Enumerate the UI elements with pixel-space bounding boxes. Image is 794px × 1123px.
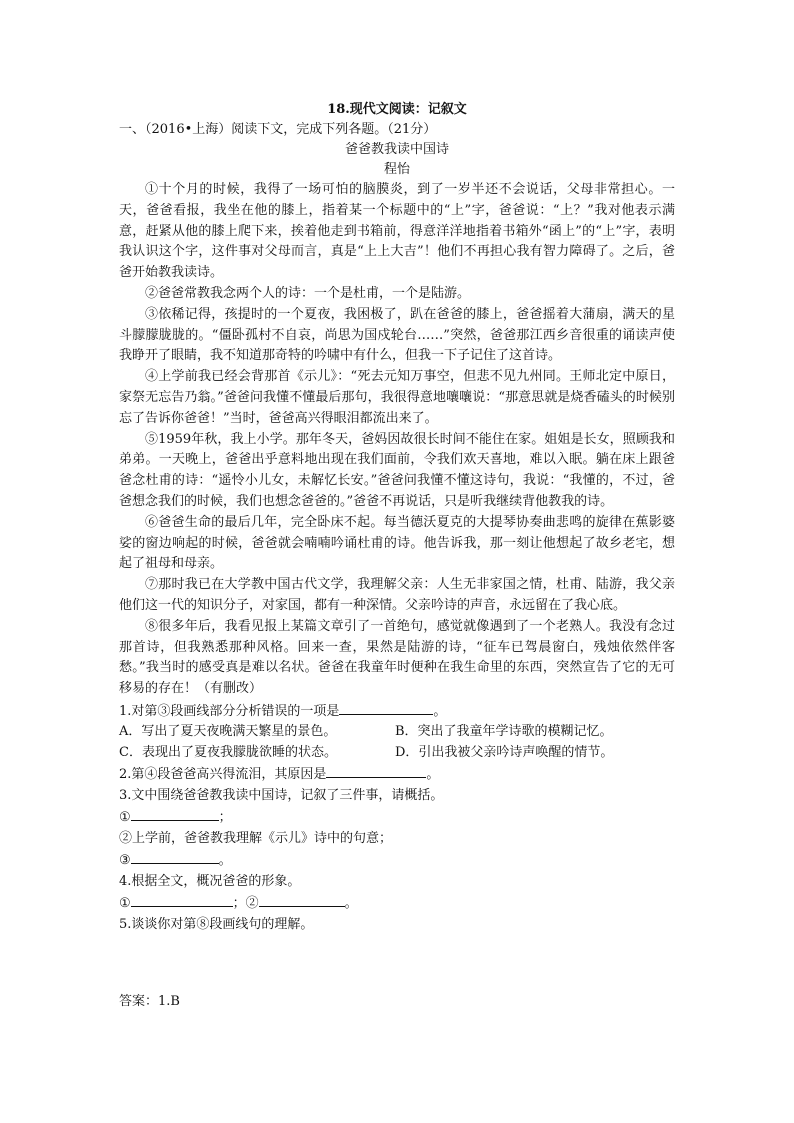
item-separator: ；② [232,896,259,912]
question-intro: 一、（2016•上海）阅读下文，完成下列各题。（21分） [119,122,437,137]
item-end: ； [218,810,232,826]
item-number: ① [119,810,131,826]
paragraph-6: ⑥爸爸生命的最后几年，完全卧床不起。每当德沃夏克的大提琴协奏曲悲鸣的旋律在蕉影婆娑的窗边响起的时候，爸爸就会喃喃吟诵杜甫的诗。他告诉我，那一刻让他想起了故乡老宅，想起了祖母和母亲。 [119,514,675,572]
answer-blank [326,763,426,778]
article-title: 爸爸教我读中国诗 [344,142,449,157]
question-2-end: 。 [426,767,440,783]
option-d: D．引出我被父亲吟诗声唤醒的情节。 [395,744,614,760]
options-row-2 [119,743,675,764]
paragraph-2: ②爸爸常教我念两个人的诗：一个是杜甫，一个是陆游。 [145,285,471,301]
question-5: 5.谈谈你对第⑧段画线句的理解。 [119,916,314,932]
answer-line: 答案：1.B [119,994,180,1009]
question-3-item-1 [119,806,675,829]
question-1-end: 。 [433,703,447,719]
answer-blank [131,806,219,821]
article-author: 程怡 [383,162,410,177]
item-end: 。 [344,896,358,912]
answer-blank [339,700,433,715]
option-b: B．突出了我童年学诗歌的模糊记忆。 [395,724,613,740]
question-2 [119,763,675,786]
question-2-text: 2.第④段爸爸高兴得流泪，其原因是 [119,767,327,783]
question-1-text: 1.对第③段画线部分分析错误的一项是 [119,703,340,719]
paragraph-7: ⑦那时我已在大学教中国古代文学，我理解父亲：人生无非家国之情，杜甫、陆游，我父亲他们这一代的知识分子，对家国，都有一种深情。父亲吟诗的声音，永远留在了我心底。 [119,577,675,613]
paragraph-1: ①十个月的时候，我得了一场可怕的脑膜炎，到了一岁半还不会说话，父母非常担心。一天，爸爸看报，我坐在他的膝上，指着某一个标题中的“上”字，爸爸说：“上？”我对他表示满意，赶紧从他的膝上爬下来，挨着他走到书箱前，得意洋洋地指着书箱外“函上”的“上”字，表明我认识这个字，这件事对父母而言，真是“上上大吉”！他们不再担心我有智力障碍了。之后，爸爸开始教我读诗。 [119,182,675,281]
question-3: 3.文中围绕爸爸教我读中国诗，记叙了三件事，请概括。 [119,787,444,803]
item-end: 。 [218,853,232,869]
paragraph-8: ⑧很多年后，我看见报上某篇文章引了一首绝句，感觉就像遇到了一个老熟人。我没有念过那首诗，但我熟悉那种风格。回来一查，果然是陆游的诗，“征车已驾晨窗白，残烛依然伴客愁。”我当时的感受真是难以名状。爸爸在我童年时便种在我生命里的东西，突然宣告了它的无可移易的存在！（有删改） [119,618,675,697]
answer-blank [131,892,233,907]
question-3-item-3 [119,849,675,872]
answer-blank [259,892,345,907]
question-4: 4.根据全文，概况爸爸的形象。 [119,873,301,889]
options-row-1 [119,722,675,743]
paragraph-5: ⑤1959年秋，我上小学。那年冬天，爸妈因故很长时间不能住在家。姐姐是长女，照顾我和弟弟。一天晚上，爸爸出乎意料地出现在我们面前，令我们欢天喜地，难以入眠。躺在床上跟爸爸念杜甫的诗：“遥怜小儿女，未解忆长安。”爸爸问我懂不懂这诗句，我说：“我懂的，不过，爸爸想念我们的时候，我们也想念爸爸的。”爸爸不再说话，只是听我继续背他教我的诗。 [119,431,675,509]
doc-title: 18.现代文阅读：记叙文 [327,102,467,117]
item-number: ③ [119,853,131,869]
item-number: ① [119,896,131,912]
question-1 [119,700,675,723]
document-body [119,100,675,935]
option-c: C．表现出了夏夜我朦胧欲睡的状态。 [119,744,337,760]
question-4-items [119,892,675,915]
answer-blank [131,849,219,864]
option-a: A．写出了夏天夜晚满天繁星的景色。 [119,724,337,740]
paragraph-4: ④上学前我已经会背那首《示儿》：“死去元知万事空，但悲不见九州同。王师北定中原日，家祭无忘告乃翁。”爸爸问我懂不懂最后那句，我很得意地嚷嚷说：“那意思就是烧香磕头的时候别忘了告诉你爸爸！”当时，爸爸高兴得眼泪都流出来了。 [119,369,675,426]
paragraph-3: ③依稀记得，孩提时的一个夏夜，我困极了，趴在爸爸的膝上，爸爸摇着大蒲扇，满天的星斗朦朦胧胧的。“僵卧孤村不自哀，尚思为国戍轮台……”突然，爸爸那江西乡音很重的诵读声使我睁开了眼睛，我不知道那奇特的吟啸中有什么，但我一下子记住了这首诗。 [119,306,675,364]
question-3-item-2: ②上学前，爸爸教我理解《示儿》诗中的句意； [119,830,393,846]
